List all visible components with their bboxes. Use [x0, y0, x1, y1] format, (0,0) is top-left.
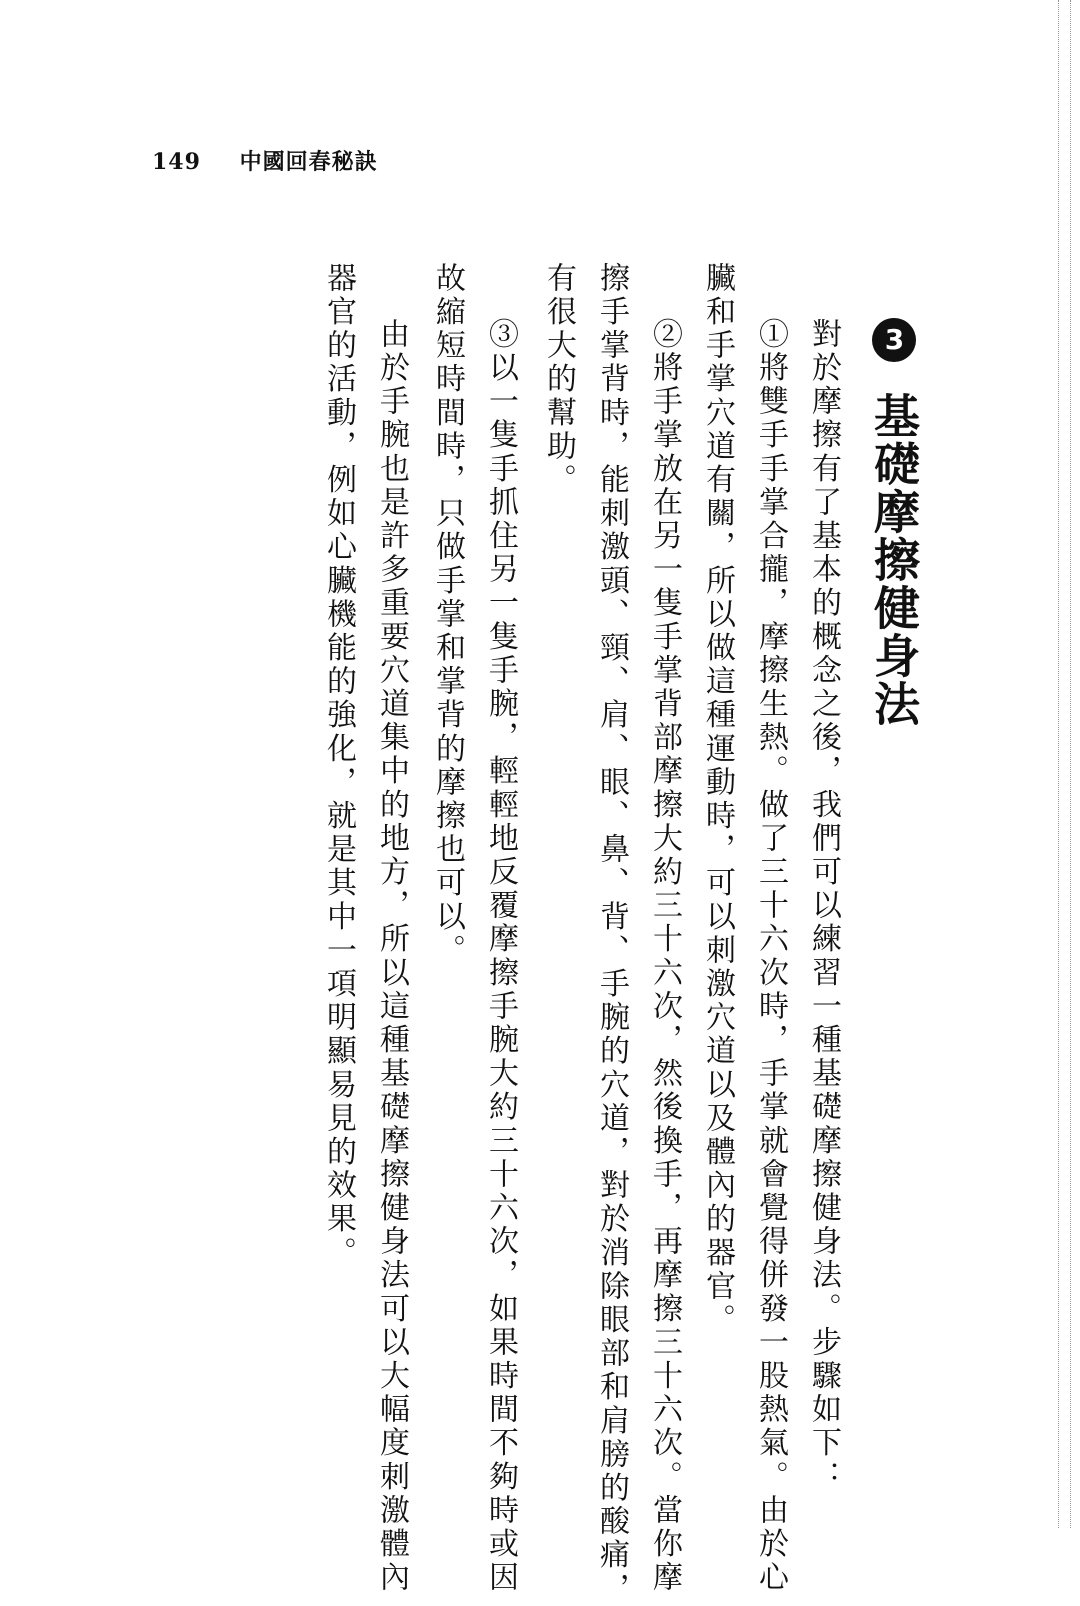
body-text-column: 由於手腕也是許多重要穴道集中的地方，所以這種基礎摩擦健身法可以大幅度刺激體內: [374, 318, 409, 1595]
book-title: 中國回春秘訣: [239, 149, 378, 175]
scan-edge-line: [1070, 0, 1072, 1528]
section-heading: [868, 318, 920, 728]
body-text-column: 故縮短時間時，只做手掌和掌背的摩擦也可以。: [430, 262, 465, 968]
running-header: [152, 145, 378, 176]
section-number-badge: 3: [872, 318, 916, 362]
body-text-column: ②將手掌放在另一隻手掌背部摩擦大約三十六次，然後換手，再摩擦三十六次。當你摩: [647, 318, 682, 1595]
body-text-column: 有很大的幫助。: [541, 262, 576, 498]
body-text-column: 擦手掌背時，能刺激頭、頸、肩、眼、鼻、背、手腕的穴道，對於消除眼部和肩膀的酸痛，: [594, 262, 629, 1606]
body-text-column: 臟和手掌穴道有關，所以做這種運動時，可以刺激穴道以及體內的器官。: [700, 262, 735, 1338]
body-text-column: ③以一隻手抓住另一隻手腕，輕輕地反覆摩擦手腕大約三十六次，如果時間不夠時或因: [483, 318, 518, 1595]
body-text-column: ①將雙手手掌合攏，摩擦生熱。做了三十六次時，手掌就會覺得併發一股熱氣。由於心: [753, 318, 788, 1595]
section-title: 基礎摩擦健身法: [867, 392, 921, 728]
body-text-column: 對於摩擦有了基本的概念之後，我們可以練習一種基礎摩擦健身法。步驟如下：: [806, 318, 841, 1494]
scan-edge-line: [1058, 0, 1060, 1528]
page-number: 149: [152, 149, 201, 175]
body-text-column: 器官的活動，例如心臟機能的強化，就是其中一項明顯易見的效果。: [321, 262, 356, 1270]
